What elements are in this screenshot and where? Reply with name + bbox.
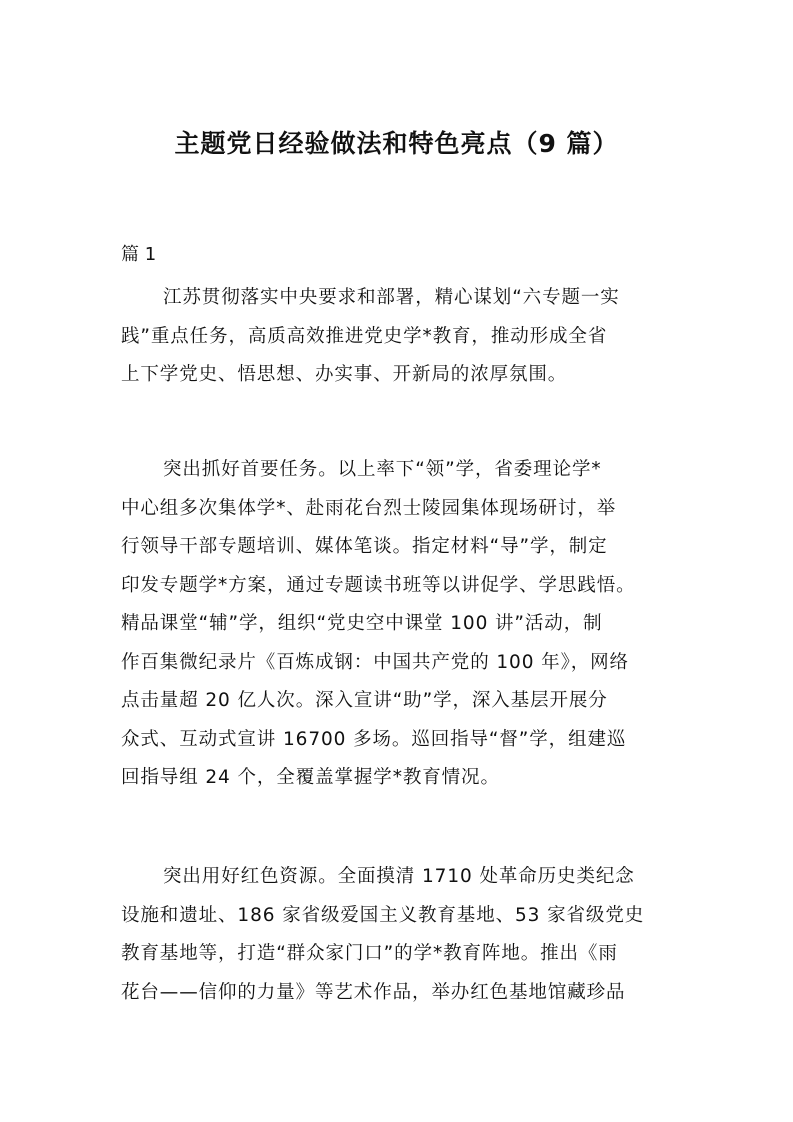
paragraph-2 xyxy=(121,451,681,798)
paragraph-line: 花台——信仰的力量》等艺术作品，举办红色基地馆藏珍品 xyxy=(121,981,626,1003)
paragraph-line: 江苏贯彻落实中央要求和部署，精心谋划“六专题一实 xyxy=(163,287,620,308)
paragraph-line: 作百集微纪录片《百炼成钢：中国共产党的 100 年》，网络 xyxy=(121,651,629,673)
paragraph-line: 教育基地等，打造“群众家门口”的学*教育阵地。推出《雨 xyxy=(121,943,618,964)
paragraph-line: 行领导干部专题培训、媒体笔谈。指定材料“导”学，制定 xyxy=(121,536,608,557)
section-label: 篇 1 xyxy=(121,244,157,265)
paragraph-line: 印发专题学*方案，通过专题读书班等以讲促学、学思践悟。 xyxy=(121,574,636,596)
paragraph-line: 回指导组 24 个，全覆盖掌握学*教育情况。 xyxy=(121,767,500,788)
paragraph-line: 突出用好红色资源。全面摸清 1710 处革命历史类纪念 xyxy=(163,866,635,887)
paragraph-3 xyxy=(121,858,681,1012)
paragraph-line: 突出抓好首要任务。以上率下“领”学，省委理论学* xyxy=(163,459,602,480)
paragraph-line: 践”重点任务，高质高效推进党史学*教育，推动形成全省 xyxy=(121,325,608,347)
paragraph-line: 上下学党史、悟思想、办实事、开新局的浓厚氛围。 xyxy=(121,364,568,385)
document-title: 主题党日经验做法和特色亮点（9 篇） xyxy=(174,129,619,158)
paragraph-line: 中心组多次集体学*、赴雨花台烈士陵园集体现场研讨，举 xyxy=(121,497,617,519)
paragraph-line: 设施和遗址、186 家省级爱国主义教育基地、53 家省级党史 xyxy=(121,904,645,926)
paragraph-line: 众式、互动式宣讲 16700 多场。巡回指导“督”学，组建巡 xyxy=(121,728,627,750)
paragraph-line: 精品课堂“辅”学，组织“党史空中课堂 100 讲”活动，制 xyxy=(121,613,603,634)
paragraph-1 xyxy=(121,279,681,395)
paragraph-line: 点击量超 20 亿人次。深入宣讲“助”学，深入基层开展分 xyxy=(121,690,608,711)
